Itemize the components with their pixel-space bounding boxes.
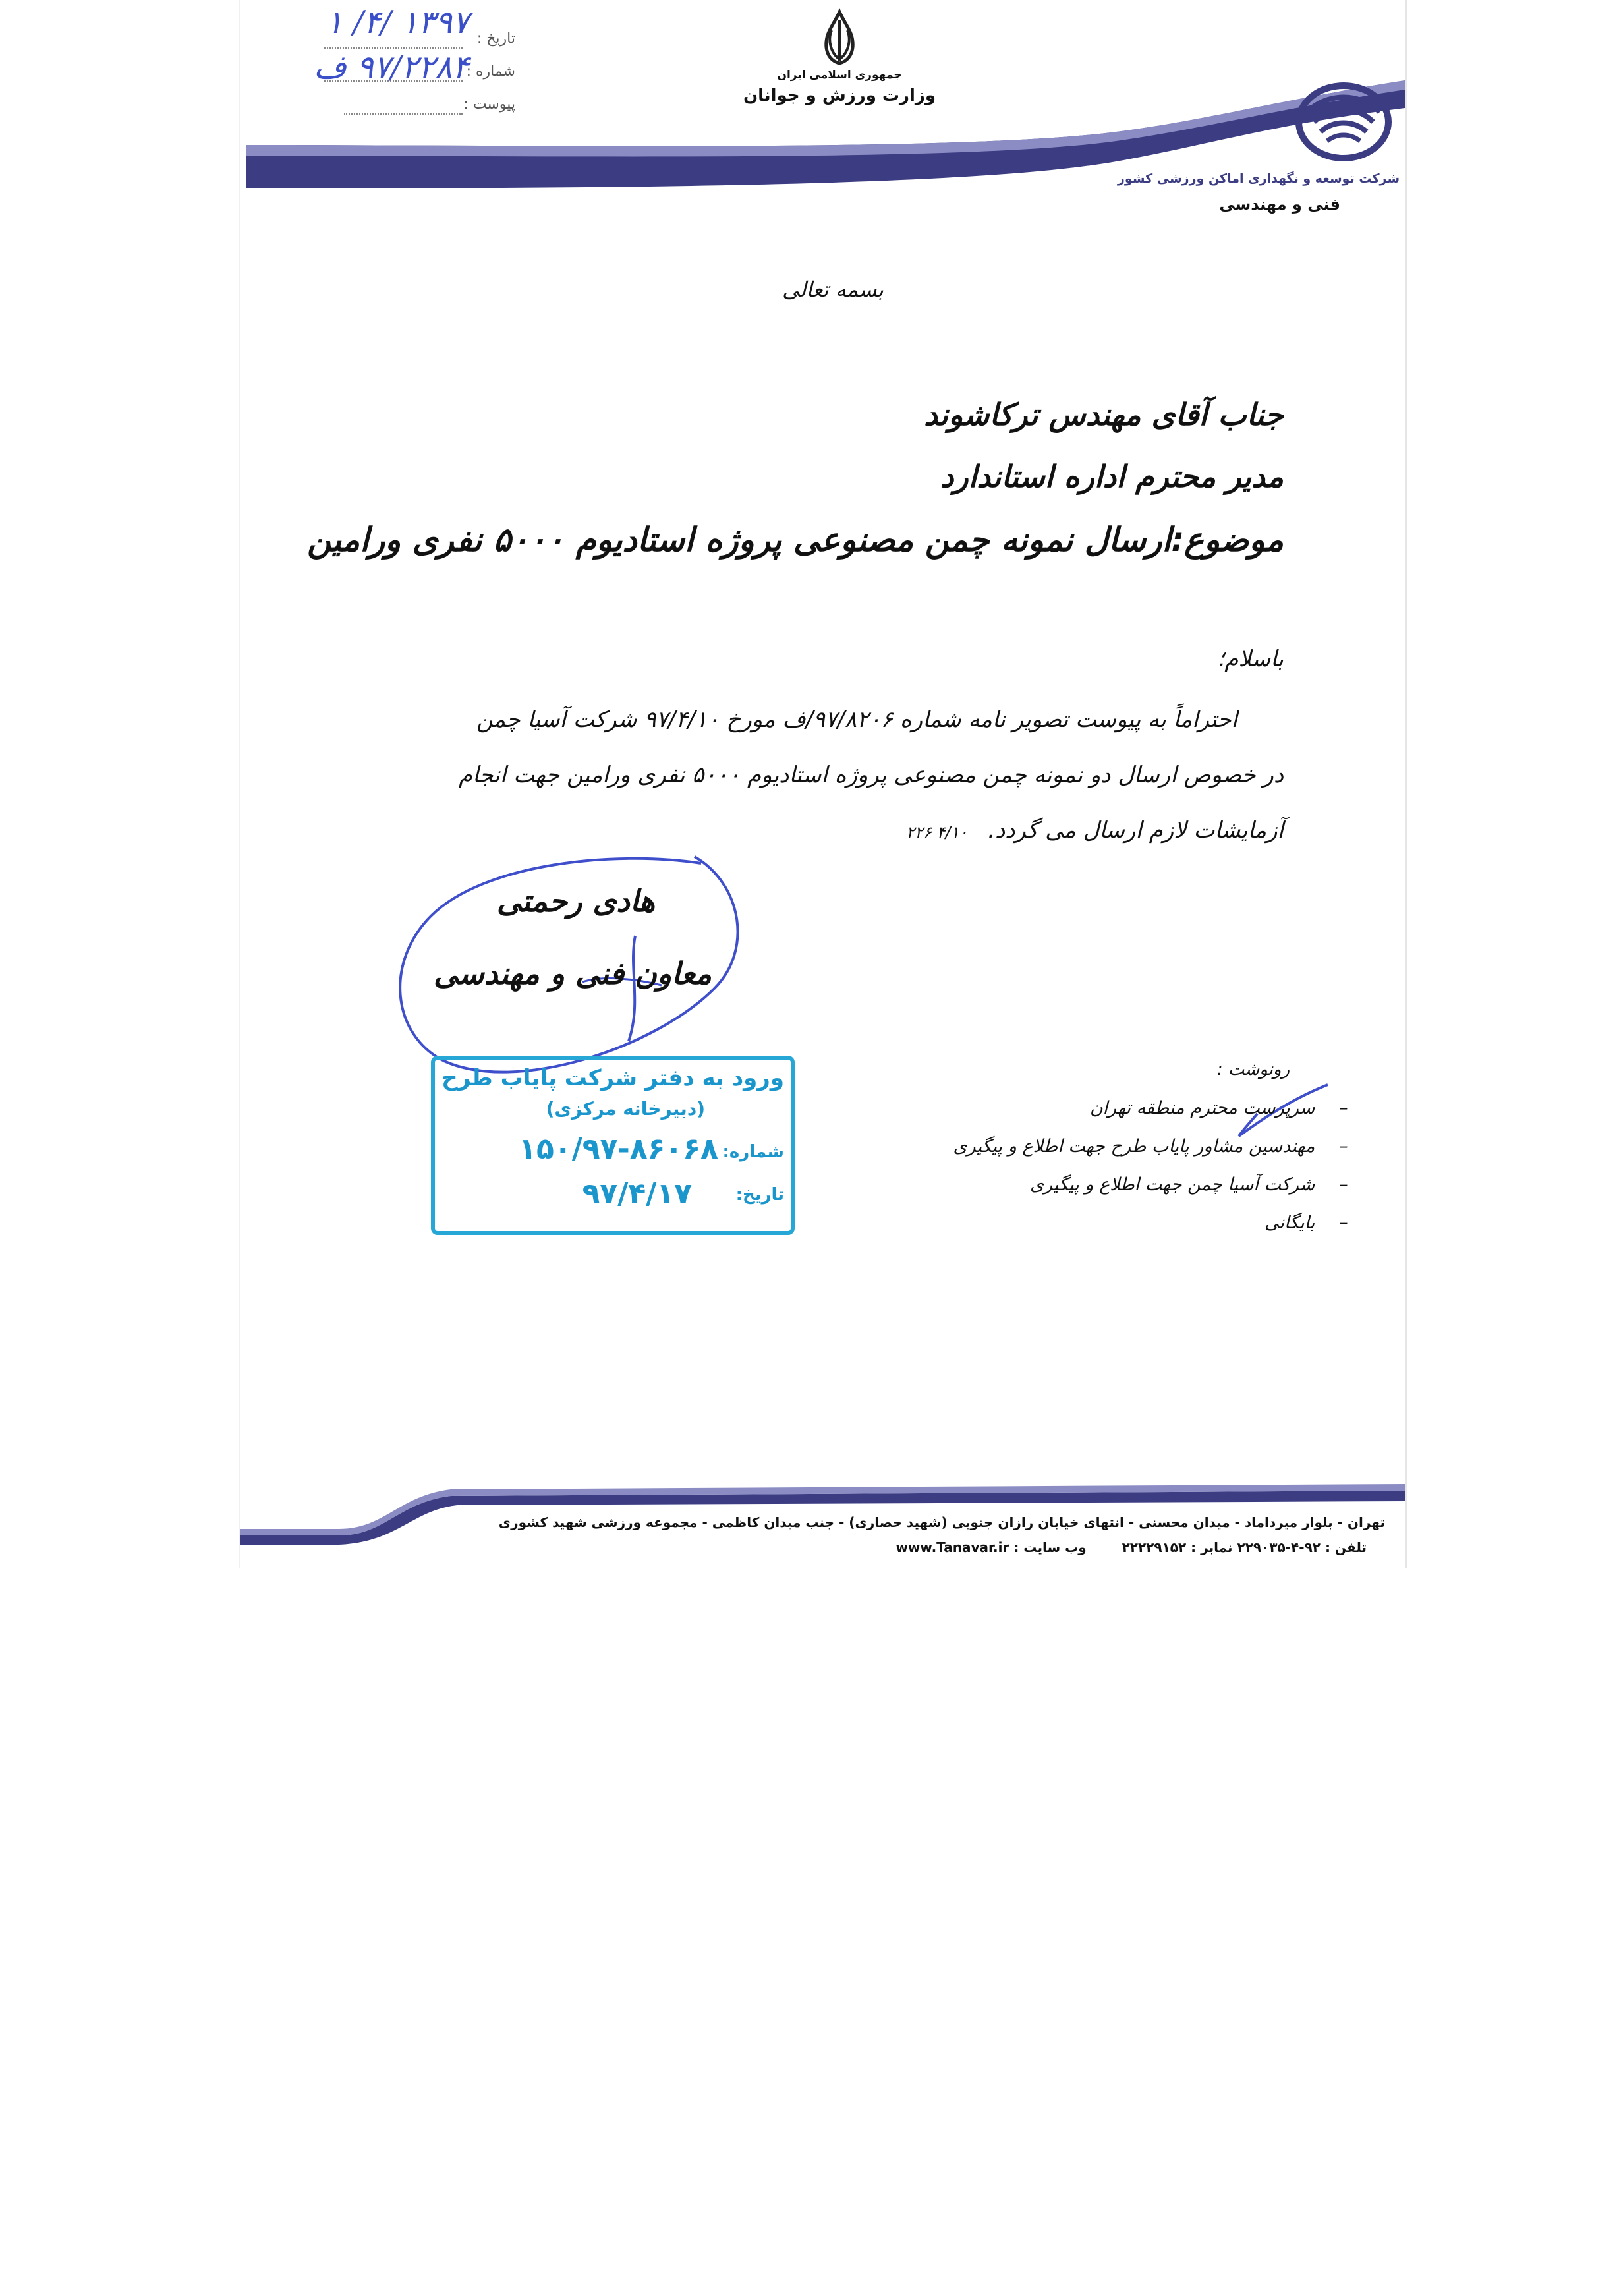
stamp-number-value: ۱۵۰/۹۷-۸۶۰۶۸ bbox=[519, 1132, 718, 1166]
cc-item-text: مهندسین مشاور پایاب طرح جهت اطلاع و پیگیری bbox=[953, 1136, 1315, 1157]
letter-meta bbox=[258, 4, 515, 116]
stamp-line-2: (دبیرخانه مرکزی) bbox=[546, 1098, 705, 1120]
cc-item-text: بایگانی bbox=[1264, 1213, 1315, 1233]
company-name: شرکت توسعه و نگهداری اماکن ورزشی کشور bbox=[1117, 171, 1400, 186]
cc-dash: – bbox=[1339, 1213, 1348, 1233]
cc-dash: – bbox=[1339, 1174, 1348, 1195]
signatory-title: معاون فنی و مهندسی bbox=[433, 956, 712, 991]
company-logo-icon bbox=[1294, 79, 1393, 165]
cc-item-text: سرپرست محترم منطقه تهران bbox=[1089, 1098, 1315, 1118]
stamp-line-1: ورود به دفتر شرکت پایاب طرح bbox=[441, 1065, 784, 1091]
number-label: شماره : bbox=[466, 63, 515, 80]
iran-emblem-icon bbox=[813, 7, 866, 66]
cc-list bbox=[820, 1098, 1367, 1251]
footer-website-label: وب سایت : bbox=[1013, 1539, 1087, 1555]
company-block bbox=[1057, 79, 1400, 224]
date-label: تاریخ : bbox=[476, 30, 515, 47]
letter-page bbox=[239, 0, 1407, 1568]
footer-website[interactable]: www.Tanavar.ir bbox=[895, 1539, 1009, 1555]
recipient-title: مدیر محترم اداره استاندارد bbox=[940, 459, 1284, 494]
number-handwritten: ۹۷/۲۲۸۴ ف bbox=[314, 49, 469, 86]
republic-label: جمهوری اسلامی ایران bbox=[777, 69, 902, 82]
cc-item-text: شرکت آسیا چمن جهت اطلاع و پیگیری bbox=[1030, 1174, 1315, 1195]
cc-item bbox=[820, 1136, 1367, 1174]
attachment-line bbox=[344, 113, 463, 115]
ministry-block bbox=[741, 7, 938, 119]
margin-note: ۴/۱۰ ۲۲۶ bbox=[906, 823, 968, 842]
invocation: بسمه تعالی bbox=[782, 277, 884, 302]
cc-label: رونوشت : bbox=[1216, 1060, 1290, 1079]
stamp-date-label: تاریخ: bbox=[735, 1185, 784, 1205]
cc-item bbox=[820, 1098, 1367, 1136]
stamp-number-label: شماره: bbox=[722, 1142, 784, 1162]
greeting: باسلام؛ bbox=[1217, 646, 1284, 672]
date-handwritten: ۱۳۹۷ /۴/ ۱ bbox=[326, 4, 469, 41]
cc-item bbox=[820, 1213, 1367, 1251]
paragraph-line-3-text: آزمایشات لازم ارسال می گردد. bbox=[988, 817, 1284, 844]
ministry-label: وزارت ورزش و جوانان bbox=[743, 86, 936, 105]
cc-dash: – bbox=[1339, 1136, 1348, 1157]
letter-paragraph bbox=[348, 692, 1284, 860]
department-name: فنی و مهندسی bbox=[1219, 195, 1340, 214]
recipient-name: جناب آقای مهندس ترکاشوند bbox=[924, 397, 1284, 432]
footer-wave bbox=[240, 1476, 1405, 1549]
stamp-date-value: ۹۷/۴/۱۷ bbox=[582, 1177, 692, 1211]
paragraph-line-2: در خصوص ارسال دو نمونه چمن مصنوعی پروژه استادیوم ۵۰۰۰ نفری ورامین جهت انجام bbox=[459, 762, 1284, 788]
receipt-stamp bbox=[431, 1056, 795, 1235]
paragraph-line-1: احتراماً به پیوست تصویر نامه شماره ۹۷/۸۲۰۶/ف مورخ ۹۷/۴/۱۰ شرکت آسیا چمن bbox=[476, 706, 1237, 733]
footer-contact bbox=[622, 1539, 1367, 1555]
footer-address: تهران - بلوار میرداماد - میدان محسنی - انتهای خیابان رازان جنوبی (شهید حصاری) - جنب میدان کاظمی - مجموعه ورزشی شهید کشوری bbox=[498, 1514, 1385, 1530]
footer-phone: تلفن : ۹۲-۴-۲۲۹۰۳۵ نمابر : ۲۲۲۲۹۱۵۲ bbox=[1122, 1539, 1367, 1555]
cc-item bbox=[820, 1174, 1367, 1213]
signatory-name: هادی رحمتی bbox=[496, 883, 656, 919]
cc-dash: – bbox=[1339, 1098, 1348, 1118]
attachment-label: پیوست : bbox=[463, 96, 515, 113]
letter-subject: موضوع:ارسال نمونه چمن مصنوعی پروژه استادیوم ۵۰۰۰ نفری ورامین bbox=[307, 521, 1284, 559]
